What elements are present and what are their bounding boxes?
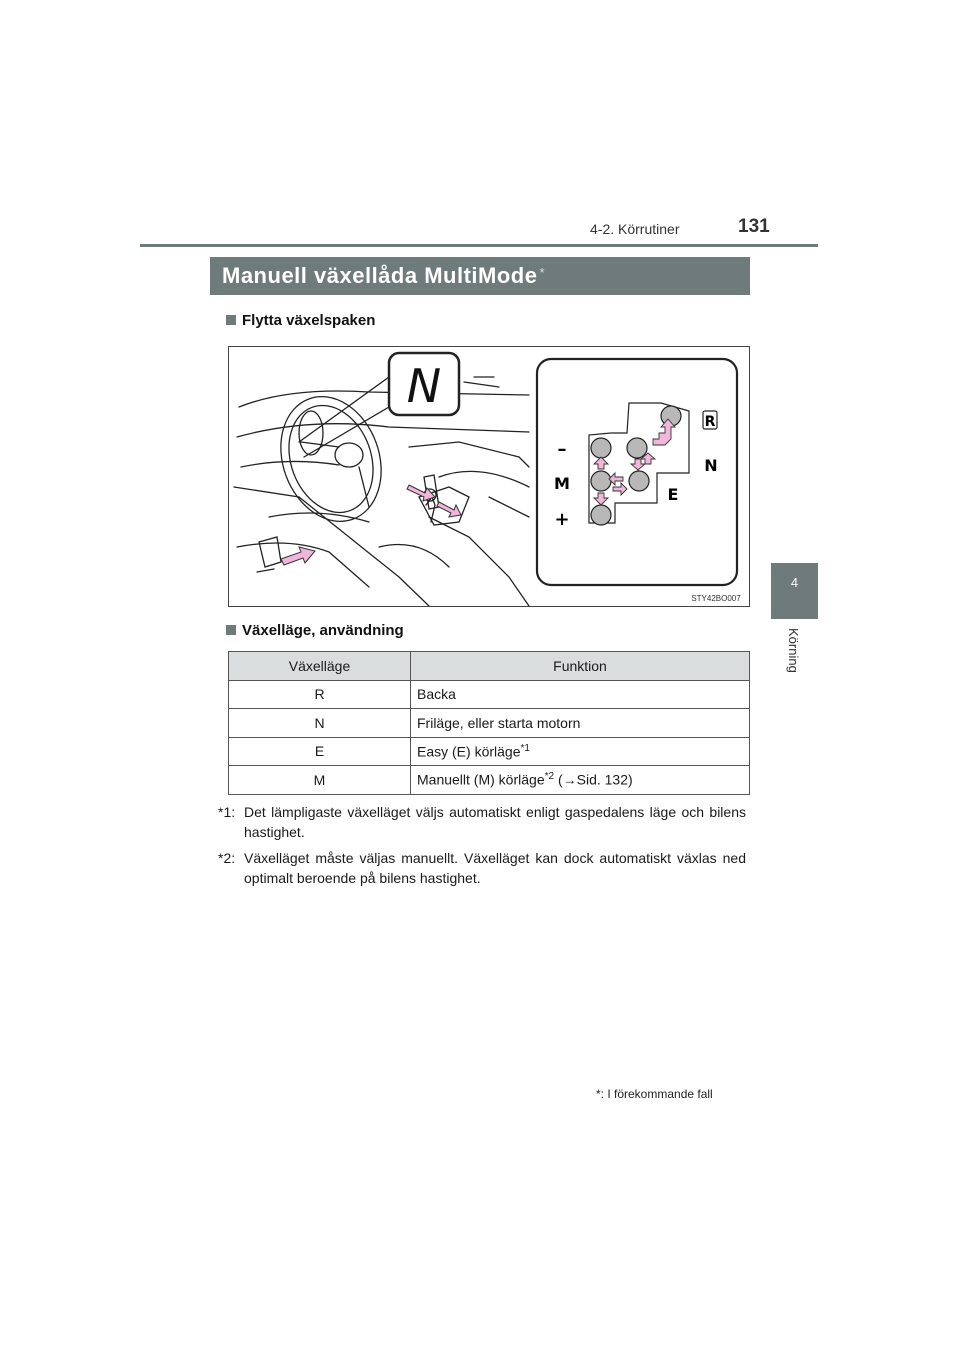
chapter-label: Körning bbox=[786, 628, 801, 673]
function-cell: Friläge, eller starta motorn bbox=[411, 709, 750, 738]
page-title: Manuell växellåda MultiMode bbox=[222, 263, 538, 288]
column-header-mode: Växelläge bbox=[229, 652, 411, 681]
header-divider bbox=[140, 244, 818, 247]
footnote-1 bbox=[218, 802, 746, 842]
gate-label-r: R bbox=[704, 414, 716, 430]
mode-cell: N bbox=[229, 709, 411, 738]
footnote-text: Det lämpligaste växelläget väljs automatiskt enligt gaspedalens läge och bilens hastighet. bbox=[244, 804, 746, 840]
footnote-marker: *1: bbox=[218, 804, 236, 820]
table-row bbox=[229, 737, 750, 766]
section-heading-label: Växelläge, användning bbox=[242, 622, 404, 639]
square-bullet-icon bbox=[226, 625, 236, 635]
footnote-2 bbox=[218, 848, 746, 888]
page-reference: (→Sid. 132) bbox=[554, 772, 633, 789]
table-row bbox=[229, 766, 750, 795]
section-heading-move-lever bbox=[226, 312, 375, 329]
gear-mode-table bbox=[228, 651, 750, 795]
gate-label-plus: + bbox=[554, 509, 570, 530]
table-row bbox=[229, 680, 750, 709]
gate-label-m: M bbox=[554, 474, 570, 493]
gate-label-n: N bbox=[704, 456, 718, 475]
table-header-row bbox=[229, 652, 750, 681]
footnote-marker: *2: bbox=[218, 850, 236, 866]
function-cell: Backa bbox=[411, 680, 750, 709]
page-title-bar bbox=[210, 257, 750, 295]
mode-cell: R bbox=[229, 680, 411, 709]
function-cell: Manuellt (M) körläge$^{*2}$ (→Sid. 132) bbox=[411, 766, 750, 795]
mode-cell: E bbox=[229, 737, 411, 766]
section-breadcrumb: 4-2. Körrutiner bbox=[590, 221, 680, 237]
gate-label-minus: – bbox=[557, 439, 567, 460]
figure-code: STY42BO007 bbox=[691, 594, 741, 603]
section-heading-gear-modes bbox=[226, 622, 404, 639]
footnote-ref: *2 bbox=[544, 771, 555, 783]
square-bullet-icon bbox=[226, 315, 236, 325]
table-row bbox=[229, 709, 750, 738]
gear-lever-illustration bbox=[228, 346, 750, 607]
section-heading-label: Flytta växelspaken bbox=[242, 312, 376, 329]
chapter-tab: 4 bbox=[771, 563, 818, 619]
column-header-function: Funktion bbox=[411, 652, 750, 681]
footnote-text: Växelläget måste väljas manuellt. Växelläget kan dock automatiskt växlas ned optimalt beroende på bilens hastighet. bbox=[244, 850, 746, 886]
page-number: 131 bbox=[738, 216, 770, 237]
gate-label-e: E bbox=[667, 485, 679, 504]
gear-display-letter: N bbox=[406, 359, 442, 413]
mode-cell: M bbox=[229, 766, 411, 795]
availability-footnote: *: I förekommande fall bbox=[596, 1087, 713, 1101]
footnote-ref: *1 bbox=[520, 742, 530, 754]
function-cell: Easy (E) körläge$^{*1}$ bbox=[411, 737, 750, 766]
title-asterisk: * bbox=[539, 264, 545, 280]
